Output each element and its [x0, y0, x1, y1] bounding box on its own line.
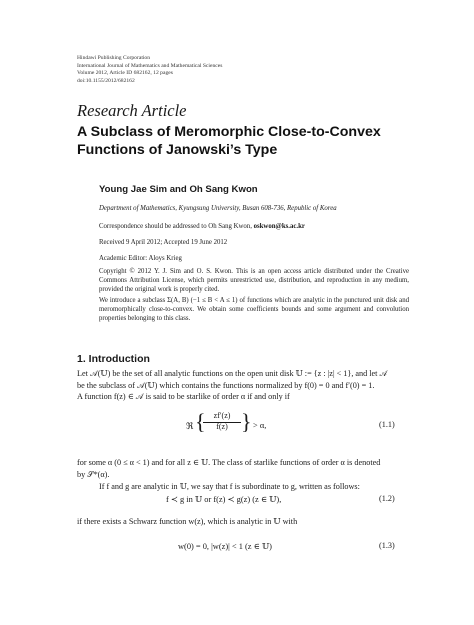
paragraph-line: Let 𝒜(𝕌) be the set of all analytic functions on the open unit disk 𝕌 := {z : |z| < 1}, and let 𝒜	[77, 369, 388, 378]
intro-paragraph-3	[77, 516, 397, 528]
paragraph-line: by 𝒮*(α).	[77, 469, 110, 479]
paragraph-line: be the subclass of 𝒜(𝕌) which contains the functions normalized by f(0) = 0 and f′(0) = 1.	[77, 380, 375, 390]
equation-body: f ≺ g in 𝕌 or f(z) ≺ g(z) (z ∈ 𝕌),	[166, 495, 282, 504]
correspondence-text: Correspondence should be addressed to Oh Sang Kwon,	[99, 223, 254, 230]
paragraph-line: A function f(z) ∈ 𝒜 is said to be starlike of order α if and only if	[77, 392, 290, 401]
equation-number: (1.3)	[379, 541, 395, 550]
abstract: We introduce a subclass Σ(A, B) (−1 ≤ B < A ≤ 1) of functions which are analytic in the punctured unit disk and meromorphically close-to-convex. We obtain some coefficients bounds and some argument and convolution properties belonging to this class.	[99, 297, 409, 322]
title-line-1: A Subclass of Meromorphic Close-to-Convex	[77, 124, 381, 140]
right-brace: }	[241, 409, 252, 434]
title-line-2: Functions of Janowski’s Type	[77, 142, 278, 158]
equation-body: w(0) = 0, |w(z)| < 1 (z ∈ 𝕌)	[178, 542, 272, 551]
volume-info: Volume 2012, Article ID 682162, 12 pages	[77, 70, 173, 77]
fraction	[203, 411, 241, 431]
paper-title	[77, 123, 381, 159]
section-heading: 1. Introduction	[77, 353, 150, 365]
fraction-bar	[203, 422, 241, 423]
academic-editor: Academic Editor: Aloys Krieg	[99, 255, 182, 262]
copyright-notice: Copyright © 2012 Y. J. Sim and O. S. Kwon. This is an open access article distributed under the Creative Commons Attribution License, which permits unrestricted use, distribution, and reproduction in any medium, provided the original work is properly cited.	[99, 268, 409, 293]
correspondence-email[interactable]: oskwon@ks.ac.kr	[253, 223, 305, 230]
authors: Young Jae Sim and Oh Sang Kwon	[99, 184, 258, 195]
paragraph-line: if there exists a Schwarz function w(z), which is analytic in 𝕌 with	[77, 517, 298, 526]
publisher-name: Hindawi Publishing Corporation	[77, 55, 151, 61]
equation-number: (1.1)	[379, 420, 395, 429]
journal-name: International Journal of Mathematics and Mathematical Sciences	[77, 62, 223, 69]
affiliation: Department of Mathematics, Kyungsung University, Busan 608-736, Republic of Korea	[99, 205, 337, 212]
received-dates: Received 9 April 2012; Accepted 19 June 2012	[99, 239, 228, 246]
intro-paragraph-2	[77, 457, 397, 480]
intro-paragraph-1	[77, 368, 397, 403]
article-type: Research Article	[77, 101, 187, 120]
equation-inequality: > α,	[253, 421, 267, 430]
equation-number: (1.2)	[379, 494, 395, 503]
subordination-sentence: If f and g are analytic in 𝕌, we say that f is subordinate to g, written as follows:	[99, 482, 360, 491]
journal-header	[77, 55, 222, 85]
left-brace: {	[195, 409, 206, 434]
correspondence	[99, 222, 305, 231]
paragraph-line: for some α (0 ≤ α < 1) and for all z ∈ 𝕌. The class of starlike functions of order α is denoted	[77, 458, 381, 467]
doi: doi:10.1155/2012/682162	[77, 77, 135, 84]
real-part-symbol: ℜ	[186, 421, 194, 431]
fraction-numerator: zf′(z)	[213, 411, 231, 420]
fraction-denominator: f(z)	[216, 422, 228, 431]
